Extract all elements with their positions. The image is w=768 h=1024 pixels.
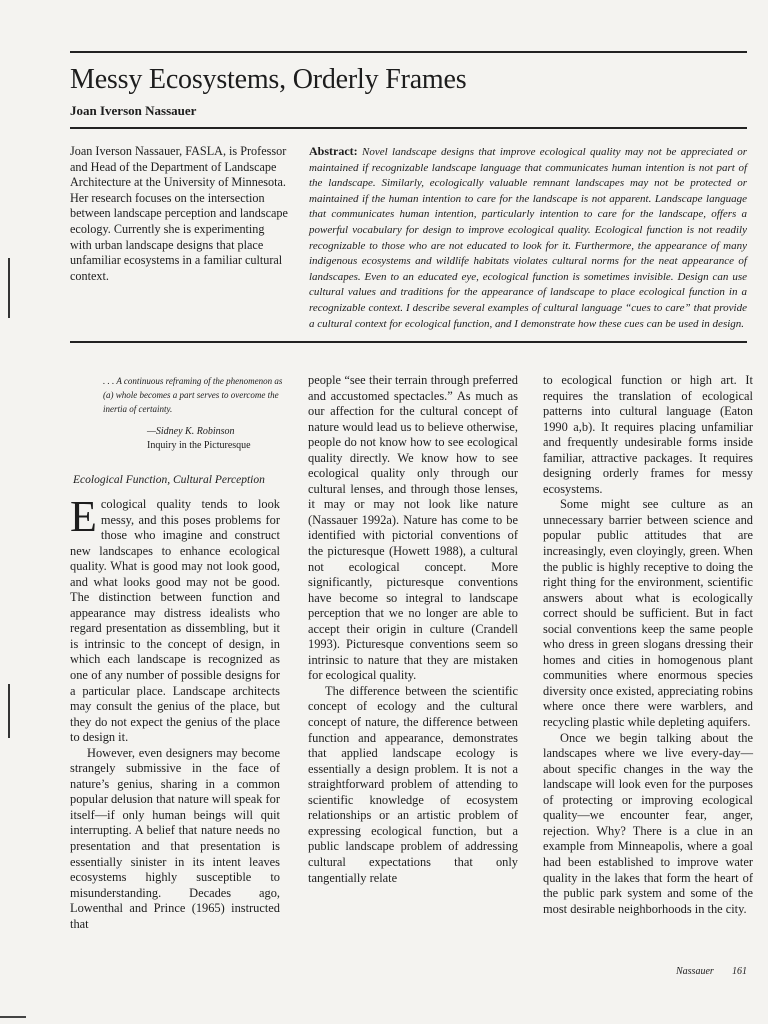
paragraph: The difference between the scientific concept of ecology and the cultural concept of nature, the difference between function and appearance, demonstrates that applied landscape ecology is essentially a design problem. It is not a straightforward problem of attending to scientific knowledge of ecosystem relationships or an artistic problem of expressing ecological function, but a public landscape problem of addressing cultural expectations that only tangentially relate — [308, 683, 518, 885]
paragraph-text: cological quality tends to look messy, and this poses problems for those who imagine and construct new landscapes to enhance ecological quality. What is good may not look good, and what looks good may not be good. The distinction between function and appearance may distress idealists who regard presentation as dissembling, but it is intrinsic to the concept of design, in which each landscape is recognized as one of any number of possible designs for a particular place. Landscape architects may consult the genius of the place, but they do not expect the genius of the place to design it. — [70, 497, 280, 745]
scan-margin-mark — [8, 258, 10, 318]
header-rule — [70, 127, 747, 129]
epigraph-author: —Sidney K. Robinson — [147, 426, 235, 437]
scan-margin-mark — [8, 684, 10, 738]
paragraph — [70, 492, 280, 746]
body-column-2 — [308, 373, 518, 886]
body-column-1 — [70, 492, 280, 932]
paragraph: However, even designers may become strangely submissive in the face of nature’s genius, sharing in a common popular delusion that nature will speak for itself—if only human beings will quit interrupting. A belief that nature needs no presentation and that presentation is essentially sinister in its intent leaves ecosystems highly susceptible to misunderstanding. Decades ago, Lowenthal and Prince (1965) instructed that — [70, 745, 280, 931]
running-footer-author: Nassauer — [676, 966, 714, 977]
body-column-3 — [543, 373, 753, 917]
article-author: Joan Iverson Nassauer — [70, 103, 197, 118]
paragraph: Some might see culture as an unnecessary barrier between science and popular public attitudes that are increasingly, even cloyingly, green. When the public is highly receptive to doing the right thing for the environment, scientific answers about what is ecologically correct should be sufficient. But in fact social conventions keep the same people who dress in green slogans dressing their homes and cities in homogenous plant communities where enormous species diversity once existed, appreciating robins where once there were warblers, and recycling plastic while depleting aquifers. — [543, 497, 753, 730]
paragraph: people “see their terrain through preferred and accustomed spectacles.” As much as our affection for the cultural concept of nature would lead us to believe otherwise, people do not know how to see ecological quality directly. We know how to see ecological quality only through our cultural lenses, and through those lenses, it may or may not look like nature (Nassauer 1992a). Nature has come to be identified with pictorial conventions of the picturesque (Howett 1988), a cultural not ecological concept. More significantly, picturesque conventions have become so integral to landscape perception that we no longer are able to accept their origin in culture (Crandell 1993). Picturesque conventions seem so intrinsic to nature that they are mistaken for ecological quality. — [308, 373, 518, 683]
author-bio: Joan Iverson Nassauer, FASLA, is Professor and Head of the Department of Landscape Architecture at the University of Minnesota. Her research focuses on the intersection between landscape perception and landscape ecology. Currently she is experimenting with urban landscape designs that place unfamiliar ecosystems in a familiar cultural context. — [70, 144, 288, 283]
page-number: 161 — [732, 966, 747, 977]
epigraph-source: Inquiry in the Picturesque — [147, 440, 251, 451]
paragraph: to ecological function or high art. It requires the translation of ecological patterns into cultural language (Eaton 1990 a,b). It requires placing unfamiliar and frequently undesirable forms inside familiar, attractive packages. It requires designing orderly frames for messy ecosystems. — [543, 373, 753, 496]
abstract-label: Abstract: — [309, 144, 358, 158]
section-heading: Ecological Function, Cultural Perception — [73, 474, 265, 486]
abstract-text: Novel landscape designs that improve ecological quality may not be appreciated or maintained if recognizable landscape language that communicates human intention is not part of the landscape. Similarly, ecologically valuable remnant landscapes may not be protected or maintained if the human intention to care for the landscape is not apparent. Landscape language that communicates human intention, particularly intention to care for the landscape, offers a powerful vocabulary for design to improve ecological quality. Ecological function is not readily recognizable to those who are not educated to look for it. Furthermore, the appearance of many indigenous ecosystems and wildlife habitats violates cultural norms for the neat appearance of landscapes. Even to an educated eye, ecological function is sometimes invisible. Design can use cultural values and traditions for the appearance of landscape to place ecological function in a recognizable context. I describe several examples of cultural language “cues to care” that provide a cultural context for ecological function, and I demonstrate how these cues can be used in design. — [309, 146, 747, 330]
epigraph-attribution — [147, 425, 297, 453]
paragraph: Once we begin talking about the landscapes where we live every-day—about specific changes in the way the landscape will look even for the purposes of protecting or improving ecological quality—we encounter fear, anger, rejection. Why? There is a clue in an example from Minneapolis, where a goal had been established to improve water quality in the lakes that form the heart of the public park system and some of the most desirable neighborhoods in the city. — [543, 730, 753, 916]
scan-edge-mark — [0, 1016, 26, 1018]
abstract — [309, 144, 747, 332]
drop-cap: E — [70, 492, 97, 541]
top-rule — [70, 51, 747, 53]
abstract-rule — [70, 341, 747, 343]
article-title: Messy Ecosystems, Orderly Frames — [70, 64, 467, 95]
epigraph-quote: . . . A continuous reframing of the phenomenon as (a) whole becomes a part serves to overcome the inertia of certainty. — [103, 376, 283, 414]
